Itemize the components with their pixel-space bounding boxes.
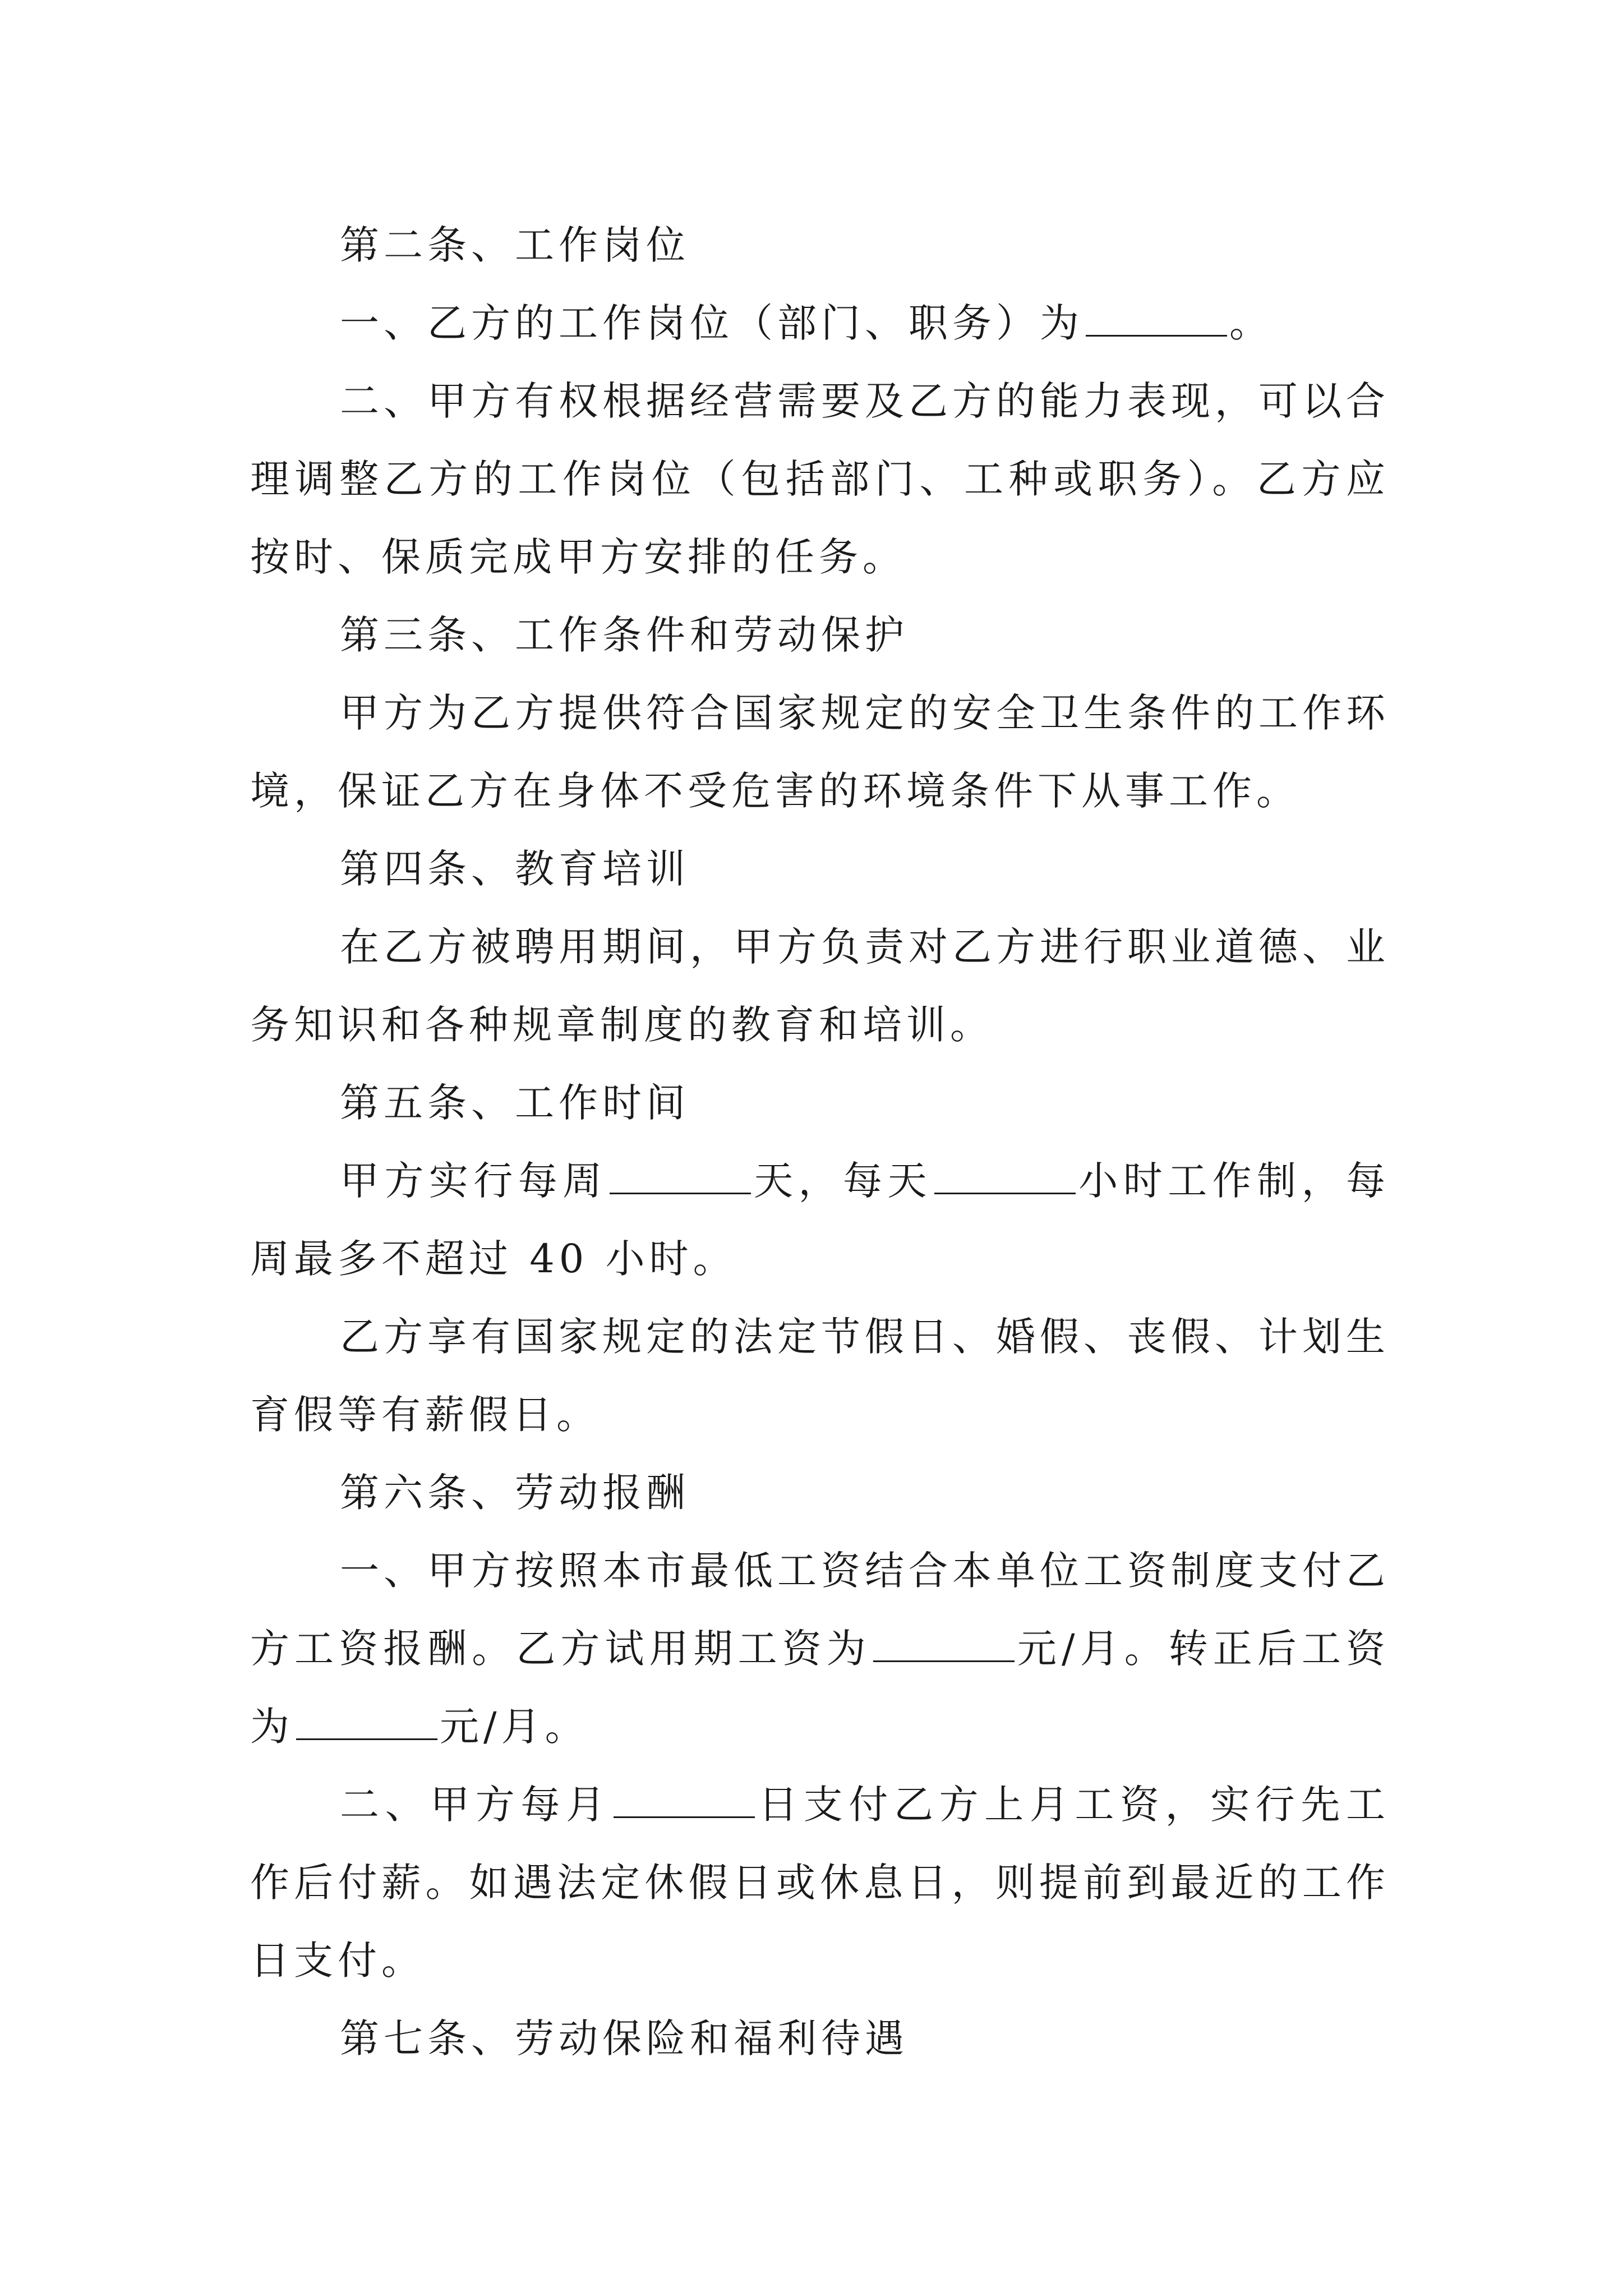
regular-salary-blank bbox=[296, 1703, 437, 1740]
article-4-title-text: 第四条、教育培训 bbox=[340, 846, 690, 892]
article-2-p1-text-a: 一、乙方的工作岗位（部门、职务）为 bbox=[340, 300, 1083, 346]
hours-per-day-blank bbox=[934, 1157, 1076, 1194]
article-5-p2-text: 乙方享有国家规定的法定节假日、婚假、丧假、计划生育假等有薪假日。 bbox=[250, 1314, 1390, 1438]
article-6-p1-text-a: 一、甲方按照本市最低工资结合本单位工资制度支付乙方工资报酬。乙方试用期工资为 bbox=[250, 1548, 1390, 1672]
article-2-p2-text: 二、甲方有权根据经营需要及乙方的能力表现，可以合理调整乙方的工作岗位（包括部门、工种或职务）。乙方应按时、保质完成甲方安排的任务。 bbox=[250, 378, 1390, 580]
article-6-p2-text-b: 日支付乙方上月工资，实行先工作后付薪。如遇法定休假日或休息日，则提前到最近的工作日支付。 bbox=[250, 1782, 1390, 1984]
article-4-p1-text: 在乙方被聘用期间，甲方负责对乙方进行职业道德、业务知识和各种规章制度的教育和培训。 bbox=[250, 924, 1390, 1048]
article-2-title bbox=[250, 206, 1390, 284]
article-5-p1-text-a: 甲方实行每周 bbox=[340, 1158, 607, 1204]
days-per-week-blank bbox=[610, 1157, 751, 1194]
article-3-p1-text: 甲方为乙方提供符合国家规定的安全卫生条件的工作环境，保证乙方在身体不受危害的环境条件下从事工作。 bbox=[250, 690, 1390, 814]
pay-day-blank bbox=[614, 1780, 755, 1818]
article-4-title bbox=[250, 830, 1390, 908]
article-3-title-text: 第三条、工作条件和劳动保护 bbox=[340, 612, 909, 658]
article-2-title-text: 第二条、工作岗位 bbox=[340, 222, 690, 268]
document-body bbox=[250, 206, 1390, 2078]
article-2-paragraph-2 bbox=[250, 362, 1390, 596]
article-3-paragraph-1 bbox=[250, 674, 1390, 830]
article-3-title bbox=[250, 596, 1390, 674]
article-5-p1-text-b: 天，每天 bbox=[753, 1158, 932, 1204]
article-7-title-text: 第七条、劳动保险和福利待遇 bbox=[340, 2016, 909, 2062]
article-6-p1-text-b: 元/月。转正后工资为 bbox=[250, 1626, 1390, 1750]
article-2-paragraph-1 bbox=[250, 284, 1390, 362]
article-6-paragraph-1 bbox=[250, 1532, 1390, 1766]
article-6-p1-text-c: 元/月。 bbox=[440, 1704, 589, 1750]
article-5-p1-text-c: 小时工作制，每周最多不超过 40 小时。 bbox=[250, 1158, 1390, 1282]
article-5-title bbox=[250, 1064, 1390, 1142]
article-5-paragraph-2 bbox=[250, 1298, 1390, 1454]
article-6-title-text: 第六条、劳动报酬 bbox=[340, 1470, 690, 1516]
article-7-title bbox=[250, 2000, 1390, 2078]
article-2-p1-text-b: 。 bbox=[1229, 300, 1273, 346]
article-4-paragraph-1 bbox=[250, 908, 1390, 1064]
article-5-title-text: 第五条、工作时间 bbox=[340, 1080, 690, 1126]
article-6-p2-text-a: 二、甲方每月 bbox=[340, 1782, 611, 1828]
probation-salary-blank bbox=[873, 1625, 1015, 1662]
article-5-paragraph-1 bbox=[250, 1142, 1390, 1298]
article-6-paragraph-2 bbox=[250, 1766, 1390, 2000]
article-6-title bbox=[250, 1454, 1390, 1532]
position-blank bbox=[1086, 299, 1227, 337]
